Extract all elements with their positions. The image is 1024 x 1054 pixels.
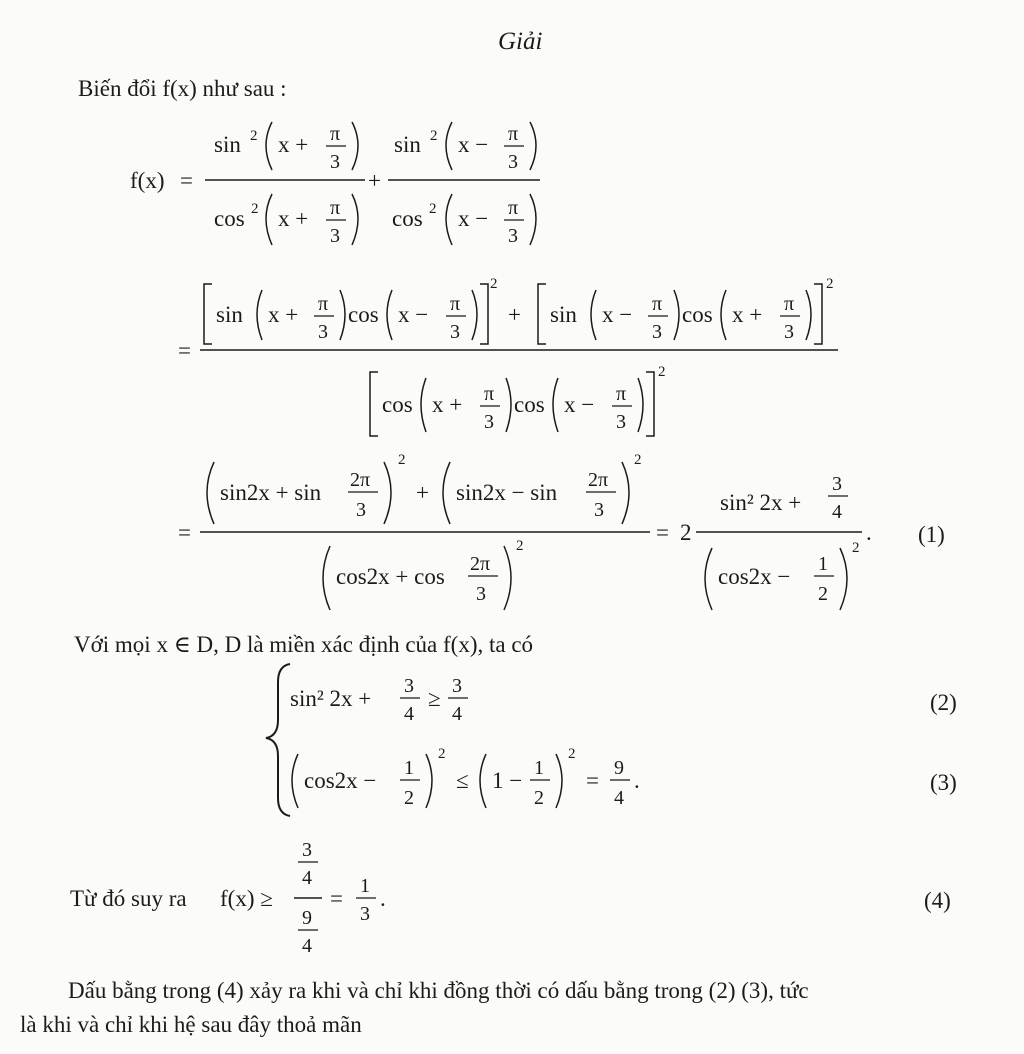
three-numerator: 3 <box>452 675 462 697</box>
three-denominator: 3 <box>450 321 460 343</box>
three-denominator: 3 <box>594 499 604 521</box>
cos-text: cos <box>348 302 379 327</box>
x-plus: x + <box>278 206 309 231</box>
exponent: 2 <box>516 538 524 554</box>
exponent: 2 <box>430 128 438 144</box>
pi-numerator: π <box>318 293 329 315</box>
sin-sq-2x-plus: sin² 2x + <box>720 490 802 515</box>
eq-label-1: (1) <box>918 522 945 547</box>
twopi-numerator: 2π <box>350 469 371 491</box>
exponent: 2 <box>251 201 259 217</box>
exponent: 2 <box>852 540 860 556</box>
coefficient-two: 2 <box>680 520 692 545</box>
exponent: 2 <box>429 201 437 217</box>
pi-numerator: π <box>508 123 519 145</box>
x-plus: x + <box>732 302 763 327</box>
pi-numerator: π <box>330 197 341 219</box>
cos-text: cos <box>682 302 713 327</box>
paren-left <box>480 754 486 808</box>
three-denominator: 3 <box>508 225 518 247</box>
domain-statement: Với mọi x ∈ D, D là miền xác định của f(x), ta có <box>74 632 534 657</box>
three-numerator: 3 <box>832 473 842 495</box>
plus-sign: + <box>508 302 521 327</box>
fx-geq: f(x) ≥ <box>220 886 273 911</box>
equality-condition-line1: Dấu bằng trong (4) xảy ra khi và chỉ khi đồng thời có dấu bằng trong (2) (3), tức <box>68 978 809 1003</box>
x-plus: x + <box>278 132 309 157</box>
equals-sign: = <box>586 768 599 793</box>
three-denominator: 3 <box>330 225 340 247</box>
nine-numerator: 9 <box>614 757 624 779</box>
paren-right <box>352 194 358 245</box>
paren-right <box>506 378 511 432</box>
exponent: 2 <box>438 746 446 762</box>
bracket-left <box>204 284 212 344</box>
equals-sign: = <box>178 338 191 363</box>
paren-left <box>446 122 452 170</box>
paren-left <box>257 290 262 340</box>
equals-sign: = <box>656 520 669 545</box>
three-denominator: 3 <box>784 321 794 343</box>
three-denominator: 3 <box>652 321 662 343</box>
period: . <box>380 886 386 911</box>
one-numerator: 1 <box>360 875 370 897</box>
two-denominator: 2 <box>818 583 828 605</box>
four-denominator: 4 <box>614 787 624 809</box>
cos-squared: cos <box>392 206 423 231</box>
paren-right <box>504 546 511 610</box>
equals-sign: = <box>180 168 193 193</box>
eq-label-2: (2) <box>930 690 957 715</box>
three-denominator: 3 <box>484 411 494 433</box>
cos-text: cos <box>514 392 545 417</box>
paren-right <box>426 754 432 808</box>
paren-left <box>721 290 726 340</box>
paren-left <box>387 290 392 340</box>
paren-right <box>340 290 345 340</box>
paren-right <box>622 462 629 524</box>
paren-right <box>530 194 536 245</box>
sin-squared: sin <box>214 132 241 157</box>
paren-left <box>323 546 330 610</box>
pi-numerator: π <box>652 293 663 315</box>
three-denominator: 3 <box>476 583 486 605</box>
three-denominator: 3 <box>508 151 518 173</box>
equals-sign: = <box>330 886 343 911</box>
geq-sign: ≥ <box>428 686 441 711</box>
exponent: 2 <box>826 276 834 292</box>
exponent: 2 <box>658 364 666 380</box>
paren-left <box>446 194 452 245</box>
cos-squared: cos <box>214 206 245 231</box>
sin-text: sin <box>216 302 243 327</box>
four-denominator: 4 <box>452 703 462 725</box>
paren-left <box>266 194 272 245</box>
cos2x-plus-cos: cos2x + cos <box>336 564 445 589</box>
sin-squared: sin <box>394 132 421 157</box>
pi-numerator: π <box>450 293 461 315</box>
equality-condition-line2: là khi và chỉ khi hệ sau đây thoả mãn <box>20 1012 362 1037</box>
paren-left <box>421 378 426 432</box>
three-denominator: 3 <box>318 321 328 343</box>
paren-right <box>352 122 358 170</box>
paren-left <box>443 462 450 524</box>
paren-left <box>292 754 298 808</box>
paren-left <box>705 548 712 610</box>
period: . <box>634 768 640 793</box>
ineq2-lhs: sin² 2x + <box>290 686 372 711</box>
exponent: 2 <box>634 452 642 468</box>
one-numerator: 1 <box>818 553 828 575</box>
formula-block <box>0 100 1024 620</box>
cos2x-minus: cos2x − <box>718 564 791 589</box>
two-denominator: 2 <box>404 787 414 809</box>
paren-right <box>674 290 679 340</box>
sin2x-plus-sin: sin2x + sin <box>220 480 322 505</box>
three-denominator: 3 <box>616 411 626 433</box>
x-minus: x − <box>398 302 429 327</box>
x-plus: x + <box>432 392 463 417</box>
four-denominator: 4 <box>404 703 414 725</box>
cos-text: cos <box>382 392 413 417</box>
x-minus: x − <box>564 392 595 417</box>
period: . <box>866 520 872 545</box>
paren-right <box>840 548 847 610</box>
exponent: 2 <box>490 276 498 292</box>
equals-sign: = <box>178 520 191 545</box>
three-numerator: 3 <box>404 675 414 697</box>
twopi-numerator: 2π <box>588 469 609 491</box>
three-denominator: 3 <box>360 903 370 925</box>
three-denominator: 3 <box>356 499 366 521</box>
paren-right <box>472 290 477 340</box>
plus-sign: + <box>368 168 381 193</box>
pi-numerator: π <box>616 383 627 405</box>
fx-label: f(x) <box>130 168 165 193</box>
paren-right <box>806 290 811 340</box>
exponent: 2 <box>568 746 576 762</box>
leq-sign: ≤ <box>456 768 469 793</box>
bracket-left <box>538 284 546 344</box>
one-numerator: 1 <box>404 757 414 779</box>
cos2x-minus: cos2x − <box>304 768 377 793</box>
bracket-right <box>814 284 822 344</box>
pi-numerator: π <box>484 383 495 405</box>
heading-title: Giải <box>498 28 543 55</box>
four-denominator: 4 <box>302 935 312 957</box>
x-minus: x − <box>458 132 489 157</box>
conclusion-prefix: Từ đó suy ra <box>70 886 187 911</box>
x-minus: x − <box>602 302 633 327</box>
paren-left <box>591 290 596 340</box>
pi-numerator: π <box>508 197 519 219</box>
paren-left <box>553 378 558 432</box>
system-brace <box>266 664 290 816</box>
intro-text: Biến đổi f(x) như sau : <box>78 76 287 101</box>
sin2x-minus-sin: sin2x − sin <box>456 480 558 505</box>
x-minus: x − <box>458 206 489 231</box>
four-denominator: 4 <box>832 501 842 523</box>
plus-sign: + <box>416 480 429 505</box>
pi-numerator: π <box>330 123 341 145</box>
exponent: 2 <box>398 452 406 468</box>
paren-right <box>384 462 391 524</box>
paren-right <box>556 754 562 808</box>
nine-numerator: 9 <box>302 907 312 929</box>
paren-left <box>207 462 214 524</box>
one-minus: 1 − <box>492 768 523 793</box>
four-denominator: 4 <box>302 867 312 889</box>
two-denominator: 2 <box>534 787 544 809</box>
twopi-numerator: 2π <box>470 553 491 575</box>
inequality-system <box>260 658 680 828</box>
three-numerator: 3 <box>302 839 312 861</box>
bracket-right <box>646 372 654 436</box>
paren-right <box>638 378 643 432</box>
bracket-right <box>480 284 488 344</box>
paren-right <box>530 122 536 170</box>
bracket-left <box>370 372 378 436</box>
three-denominator: 3 <box>330 151 340 173</box>
pi-numerator: π <box>784 293 795 315</box>
x-plus: x + <box>268 302 299 327</box>
paren-left <box>266 122 272 170</box>
eq-label-3: (3) <box>930 770 957 795</box>
exponent: 2 <box>250 128 258 144</box>
sin-text: sin <box>550 302 577 327</box>
one-numerator: 1 <box>534 757 544 779</box>
conclusion-formula <box>218 830 398 970</box>
eq-label-4: (4) <box>924 888 951 913</box>
